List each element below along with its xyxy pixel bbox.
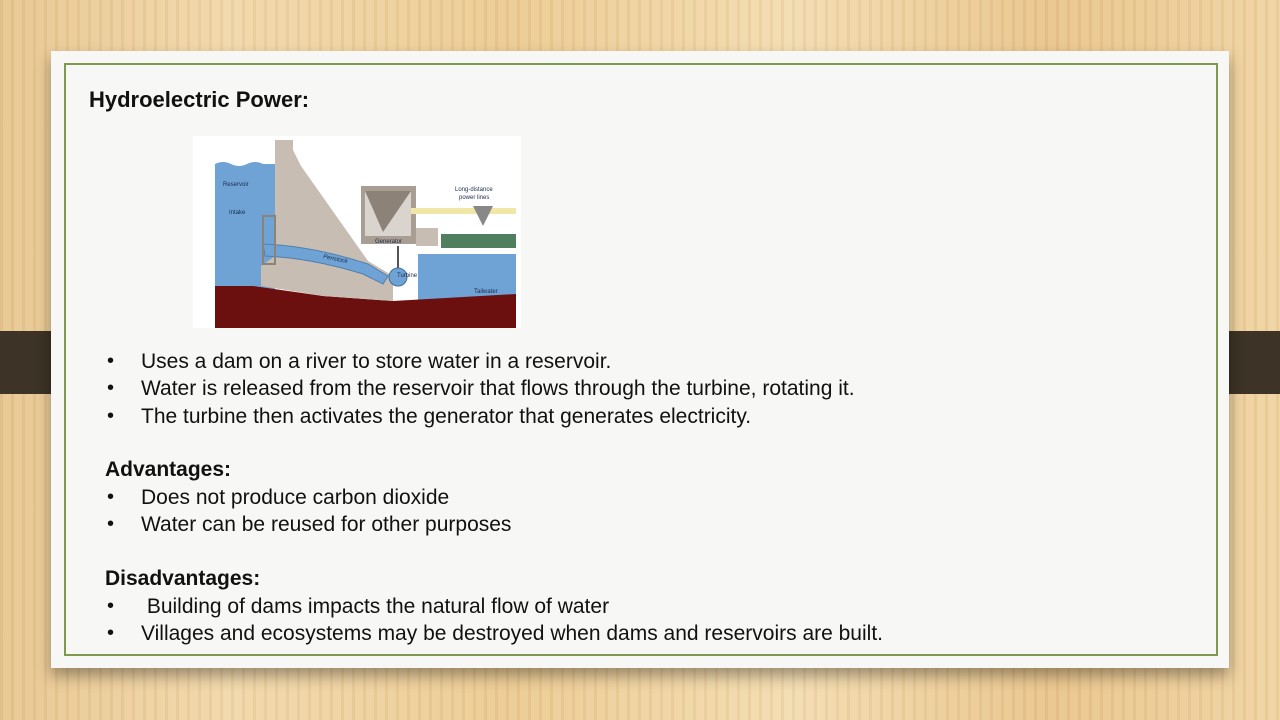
list-item: • Water can be reused for other purposes [105, 511, 511, 538]
list-item: • Does not produce carbon dioxide [105, 484, 511, 511]
bullet-icon: • [107, 595, 115, 617]
label-tailwater: Tailwater [474, 289, 498, 295]
list-item: • Building of dams impacts the natural flow of water [105, 593, 883, 620]
list-item: • Villages and ecosystems may be destroyed when dams and reservoirs are built. [105, 620, 883, 647]
hydroelectric-dam-diagram [193, 136, 521, 328]
bullet-icon: • [107, 404, 115, 427]
label-turbine: Turbine [397, 273, 418, 279]
bullet-icon: • [107, 513, 115, 536]
list-item: • Uses a dam on a river to store water in a reservoir. [105, 348, 855, 375]
disadvantages-list [105, 593, 883, 648]
slide-title: Hydroelectric Power: [89, 87, 310, 112]
advantages-heading: Advantages: [105, 458, 232, 481]
bullet-icon: • [107, 622, 115, 645]
label-generator: Generator [375, 239, 403, 245]
slide-paper [51, 51, 1229, 668]
bullet-icon: • [107, 377, 115, 400]
power-line [411, 208, 516, 214]
bullet-icon: • [107, 486, 115, 508]
intro-list [105, 348, 855, 430]
far-shore [441, 234, 516, 248]
disadvantages-heading: Disadvantages: [105, 567, 261, 590]
label-reservoir: Reservoir [223, 182, 249, 188]
bullet-icon: • [107, 350, 115, 372]
label-intake: Intake [229, 210, 246, 216]
label-power-lines-2: power lines [459, 195, 490, 201]
advantages-list [105, 484, 511, 539]
list-item: • The turbine then activates the generator that generates electricity. [105, 403, 855, 430]
label-penstock: Penstock [322, 254, 348, 266]
list-item: • Water is released from the reservoir that flows through the turbine, rotating it. [105, 375, 855, 402]
label-power-lines-1: Long-distance [455, 187, 493, 193]
